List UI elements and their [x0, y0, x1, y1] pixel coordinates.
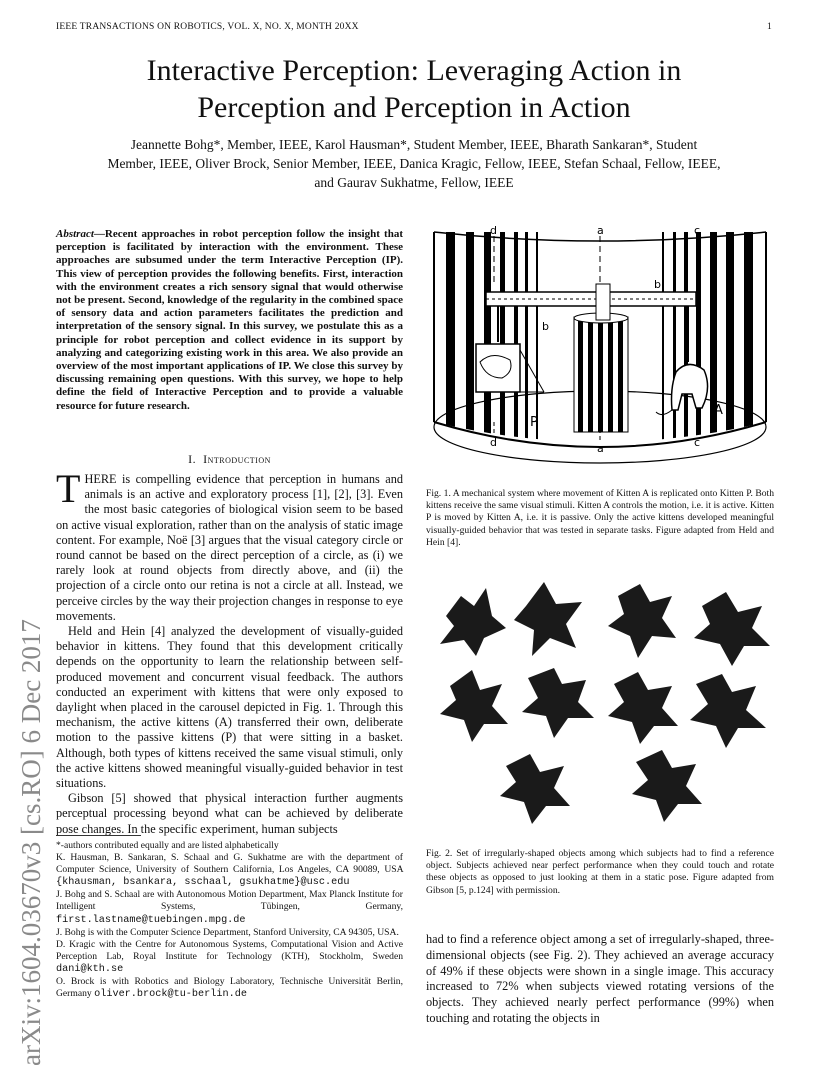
page-number: 1: [767, 22, 772, 32]
central-column: [574, 313, 628, 432]
author-list: [56, 135, 772, 192]
authors-line-1: Jeannette Bohg*, Member, IEEE, Karol Hausman*, Student Member, IEEE, Bharath Sankaran*, Student: [130, 137, 698, 152]
footnote-rule: [56, 835, 141, 836]
fig1-label-c-bottom: c: [694, 436, 701, 449]
passive-kitten-basket: [476, 344, 544, 392]
object-2: [514, 582, 582, 656]
fig1-label-p: P: [530, 415, 538, 430]
section-heading: [56, 452, 403, 467]
fig1-label-d-bottom: d: [490, 436, 497, 449]
abstract: [56, 228, 403, 413]
fig1-label-a-kitten: A: [714, 403, 723, 418]
title-line-2: Perception and Perception in Action: [197, 91, 631, 124]
footnote-2-email[interactable]: {khausman, bsankara, sschaal, gsukhatme}@usc.edu: [56, 877, 350, 889]
object-9: [500, 754, 570, 824]
figure-1-caption: Fig. 1. A mechanical system where movement of Kitten A is replicated onto Kitten P. Both kittens receive the same visual stimuli. Kitten A controls the motion, i.e. it is active. Kitten P is moved by Kitten A, i.e. it is passive. Only the active kittens developed meaningful visually-guided behavior that was tested in separate tasks. Figure adapted from Held and Hein [4].: [426, 488, 774, 548]
figure-1-carousel: [426, 222, 774, 478]
authors-line-2: Member, IEEE, Oliver Brock, Senior Member, IEEE, Danica Kragic, Fellow, IEEE, Stefan Schaal, Fellow, IEEE,: [107, 156, 721, 171]
fig1-label-b-lower: b: [542, 320, 549, 333]
fig1-label-d-top: d: [490, 224, 497, 237]
abstract-label: Abstract: [56, 228, 94, 240]
fig1-label-a-bottom: a: [597, 442, 604, 455]
footnote-3-email[interactable]: first.lastname@tuebingen.mpg.de: [56, 914, 246, 926]
footnote-5: D. Kragic with the Centre for Autonomous Systems, Computational Vision and Active Perception Lab, Royal Institute for Technology (KTH), Stockholm, Sweden: [56, 938, 403, 962]
object-3: [608, 584, 676, 658]
object-10: [632, 750, 702, 822]
object-1: [440, 588, 506, 656]
running-head: [56, 22, 772, 32]
title-line-1: Interactive Perception: Leveraging Action in: [146, 54, 682, 87]
footnote-6-email[interactable]: oliver.brock@tu-berlin.de: [94, 989, 247, 1001]
drop-cap: T: [56, 466, 81, 511]
right-column-body: had to find a reference object among a set of irregularly-shaped, three-dimensional objects (see Fig. 2). They achieved an average accuracy of 49% if these objects were shown in a single image. This accuracy increased to 72% when subjects viewed rotating versions of the objects. They achieved nearly perfect performance (99%) when touching and rotating the objects in: [426, 932, 774, 1025]
object-6: [522, 668, 594, 738]
intro-paragraph-3: Gibson [5] showed that physical interaction further augments perceptual processing beyond what can be achieved by deliberate pose changes. In the specific experiment, human subjects: [56, 791, 403, 836]
intro-paragraph-1: HERE is compelling evidence that perception in humans and animals is an active and exploratory process [1], [2], [3]. Even the most basic categories of biological vision seem to be based on active visual exploration, rather than on the analysis of static image content. For example, Noë [3] argues that the visual category circle or round cannot be based on the direct perception of a circle, as (i) we rarely look at round objects from directly above, and (ii) the projection of a circle onto our retina is not a circle at all. Instead, we perceive circles by the way their projection changes in response to eye movements.: [56, 472, 403, 623]
object-8: [690, 674, 766, 748]
footnote-6: O. Brock is with Robotics and Biology Laboratory, Technische Universität Berlin, Germany: [56, 976, 403, 1000]
arxiv-stamp[interactable]: arXiv:1604.03670v3 [cs.RO] 6 Dec 2017: [16, 619, 46, 1066]
fig1-label-a-top: a: [597, 224, 604, 237]
intro-paragraph-2: Held and Hein [4] analyzed the development of visually-guided behavior in kittens. They found that this development critically depends on the opportunity to learn the relationship between self-produced movement and concurrent visual feedback. The authors conducted an experiment with kittens that were only exposed to daylight when placed in the carousel depicted in Fig. 1. Through this mechanism, the active kittens (A) transferred their own, deliberate motion to the passive kittens (P) that were sitting in a basket. Although, both types of kittens received the same visual stimuli, only the active kittens showed meaningful visually-guided behavior in test situations.: [56, 624, 403, 791]
authors-line-3: and Gaurav Sukhatme, Fellow, IEEE: [314, 175, 514, 190]
footnotes: [56, 840, 403, 1001]
object-7: [608, 672, 678, 744]
figure-2-caption: Fig. 2. Set of irregularly-shaped objects among which subjects had to find a reference object. Subjects achieved near perfect performance when they could touch and rotate these objects as opposed to just looking at them in a static pose. Figure adapted from Gibson [5, p.124] with permission.: [426, 848, 774, 896]
footnote-2: K. Hausman, B. Sankaran, S. Schaal and G. Sukhatme are with the department of Computer Science, University of Southern California, Los Angeles, CA 90089, USA: [56, 852, 403, 876]
journal-header: IEEE TRANSACTIONS ON ROBOTICS, VOL. X, NO. X, MONTH 20XX: [56, 22, 359, 32]
section-number: I.: [188, 452, 197, 466]
object-4: [694, 592, 770, 666]
paper-title: [40, 52, 788, 126]
abstract-text: —Recent approaches in robot perception follow the insight that perception is facilitated by interaction with the environment. These approaches are subsumed under the term Interactive Perception (IP). This view of perception provides the following benefits. First, interaction with the environment creates a rich sensory signal that would otherwise not be present. Second, knowledge of the regularity in the combined space of sensory data and action parameters facilitates the prediction and interpretation of the sensory signal. In this survey, we postulate this as a principle for robot perception and collect evidence in its support by analyzing and categorizing existing work in this area. We also provide an overview of the most important applications of IP. We close this survey by discussing remaining open questions. With this survey, we hope to help define the field of Interactive Perception and to provide a valuable resource for future research.: [56, 228, 403, 412]
footnote-4: J. Bohg is with the Computer Science Department, Stanford University, CA 94305, USA.: [56, 926, 399, 938]
fig1-label-b-upper: b: [654, 278, 661, 291]
introduction-body: [56, 466, 403, 837]
section-title: Introduction: [203, 452, 271, 466]
footnote-1: *-authors contributed equally and are listed alphabetically: [56, 840, 279, 851]
footnote-5-email[interactable]: dani@kth.se: [56, 963, 124, 975]
figure-2-objects: [426, 566, 774, 834]
object-5: [440, 670, 508, 742]
fig1-label-c-top: c: [694, 224, 701, 237]
footnote-3: J. Bohg and S. Schaal are with Autonomous Motion Department, Max Planck Institute for Intelligent Systems, Tübingen, Germany,: [56, 889, 403, 913]
